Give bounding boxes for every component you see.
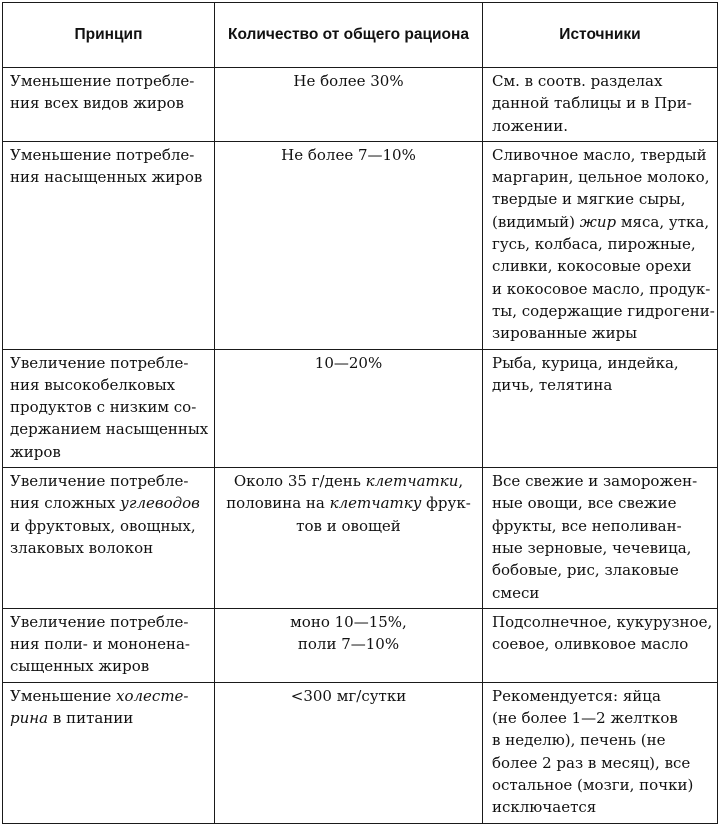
cell-line <box>10 92 206 114</box>
text-run: Увеличение потребле- <box>10 612 189 631</box>
cell-line <box>492 796 711 818</box>
cell-line <box>10 515 206 537</box>
header-principle: Принцип <box>3 3 215 68</box>
text-run: (не более 1—2 желтков <box>492 709 678 728</box>
text-run: ные зерновые, чечевица, <box>492 538 692 557</box>
cell-line <box>492 255 711 277</box>
cell-line <box>492 92 711 114</box>
cell-line <box>492 188 711 210</box>
header-amount: Количество от общего рациона <box>215 3 483 68</box>
cell-amount <box>215 349 483 467</box>
text-run: данной таблицы и в При- <box>492 94 692 113</box>
text-run: 10—20% <box>314 353 383 372</box>
text-run: и кокосовое масло, продук- <box>492 279 711 298</box>
text-run: Рекомендуется: яйца <box>492 686 661 705</box>
cell-principle <box>3 468 215 609</box>
cell-line <box>10 352 206 374</box>
text-run: зированные жиры <box>492 324 638 343</box>
text-run: Рыба, курица, индейка, <box>492 353 679 372</box>
text-run: соевое, оливковое масло <box>492 635 689 654</box>
table-row <box>3 682 718 823</box>
cell-line <box>492 492 711 514</box>
cell-sources <box>483 141 718 349</box>
text-run: ты, содержащие гидрогени- <box>492 301 715 320</box>
text-run: половина на <box>226 494 330 513</box>
text-run: исключается <box>492 798 597 817</box>
cell-line <box>492 233 711 255</box>
cell-line <box>492 707 711 729</box>
text-run: сливки, кокосовые орехи <box>492 257 692 276</box>
cell-line <box>225 70 472 92</box>
text-run: в питании <box>48 709 134 728</box>
cell-sources <box>483 68 718 142</box>
text-run: Не более 30% <box>293 72 404 90</box>
header-sources: Источники <box>483 3 718 68</box>
cell-amount <box>215 68 483 142</box>
cell-line <box>10 418 209 440</box>
cell-principle <box>3 141 215 349</box>
cell-principle <box>3 349 215 467</box>
cell-line <box>492 374 711 396</box>
text-run: ния поли- и мононена- <box>10 635 190 654</box>
cell-principle <box>3 608 215 682</box>
cell-line <box>10 655 206 677</box>
italic-term: клетчатки <box>365 472 459 491</box>
text-run: поли 7—10% <box>297 635 400 654</box>
cell-line <box>10 396 206 418</box>
text-run: , <box>458 472 464 491</box>
text-run: Все свежие и заморожен- <box>492 472 698 491</box>
text-run: ния всех видов жиров <box>10 94 184 113</box>
cell-line <box>10 492 206 514</box>
text-run: См. в соотв. разделах <box>492 72 663 90</box>
text-run: Подсолнечное, кукурузное, <box>492 612 713 631</box>
text-run: Около 35 г/день <box>233 472 366 491</box>
cell-line <box>10 707 206 729</box>
text-run: ния насыщенных жиров <box>10 168 203 187</box>
cell-line <box>10 144 206 166</box>
cell-line <box>10 685 206 707</box>
text-run: держанием насыщенных <box>10 420 209 439</box>
text-run: и фруктовых, овощных, <box>10 516 196 535</box>
cell-line <box>492 685 711 707</box>
nutrition-principles-table <box>2 2 718 824</box>
text-run: ния высокобелковых <box>10 375 176 394</box>
table-row <box>3 468 718 609</box>
cell-sources <box>483 349 718 467</box>
text-run: тов и овощей <box>296 516 401 535</box>
text-run: фрук- <box>421 494 471 513</box>
cell-sources <box>483 468 718 609</box>
text-run: в неделю), печень (не <box>492 731 666 750</box>
table-row <box>3 141 718 349</box>
cell-line <box>492 582 711 604</box>
cell-line <box>492 278 711 300</box>
cell-line <box>225 352 472 374</box>
cell-line <box>10 611 206 633</box>
cell-line <box>225 492 472 514</box>
cell-line <box>10 537 206 559</box>
cell-line <box>492 144 711 166</box>
text-run: Уменьшение потребле- <box>10 72 195 90</box>
italic-term: клетчатку <box>329 494 422 513</box>
cell-line <box>492 537 711 559</box>
cell-amount <box>215 468 483 609</box>
italic-term: углеводов <box>120 494 200 513</box>
text-run: ложении. <box>492 116 568 135</box>
cell-line <box>492 470 711 492</box>
cell-line <box>10 374 206 396</box>
text-run: (видимый) <box>492 212 580 231</box>
cell-amount <box>215 141 483 349</box>
cell-line <box>225 633 472 655</box>
cell-line <box>225 611 472 633</box>
cell-line <box>492 633 711 655</box>
text-run: Увеличение потребле- <box>10 472 189 491</box>
text-run: остальное (мозги, почки) <box>492 775 694 794</box>
text-run: жиров <box>10 442 61 461</box>
cell-line <box>492 352 711 374</box>
cell-line <box>225 470 472 492</box>
text-run: Уменьшение <box>10 686 117 705</box>
text-run: Увеличение потребле- <box>10 353 189 372</box>
cell-line <box>10 70 206 92</box>
cell-amount <box>215 608 483 682</box>
text-run: твердые и мягкие сыры, <box>492 190 686 209</box>
cell-line <box>225 144 472 166</box>
text-run: моно 10—15%, <box>290 612 407 631</box>
cell-line <box>492 729 711 751</box>
italic-term: холестe- <box>116 686 189 705</box>
cell-line <box>492 752 711 774</box>
cell-line <box>492 611 711 633</box>
cell-line <box>492 211 711 233</box>
text-run: мяса, утка, <box>616 212 710 231</box>
text-run: маргарин, цельное молоко, <box>492 168 710 187</box>
table-row <box>3 608 718 682</box>
cell-line <box>10 441 206 463</box>
cell-sources <box>483 608 718 682</box>
text-run: Сливочное масло, твердый <box>492 145 707 164</box>
text-run: Не более 7—10% <box>281 145 416 164</box>
cell-amount <box>215 682 483 823</box>
cell-sources <box>483 682 718 823</box>
text-run: дичь, телятина <box>492 375 613 394</box>
text-run: гусь, колбаса, пирожные, <box>492 235 696 254</box>
cell-line <box>225 685 472 707</box>
cell-principle <box>3 682 215 823</box>
cell-line <box>10 633 206 655</box>
cell-line <box>225 515 472 537</box>
cell-line <box>10 470 206 492</box>
text-run: смеси <box>492 583 540 602</box>
cell-line <box>492 70 711 92</box>
table-header-row <box>3 3 718 68</box>
cell-line <box>492 559 711 581</box>
text-run: <300 мг/сутки <box>290 686 407 705</box>
text-run: Уменьшение потребле- <box>10 145 195 164</box>
text-run: ные овощи, все свежие <box>492 494 677 513</box>
cell-line <box>492 774 711 796</box>
cell-line <box>492 166 711 188</box>
text-run: более 2 раз в месяц), все <box>492 753 691 772</box>
table-row <box>3 68 718 142</box>
cell-line <box>492 300 715 322</box>
text-run: злаковых волокон <box>10 538 154 557</box>
text-run: продуктов с низким со- <box>10 398 197 417</box>
text-run: фрукты, все неполиван- <box>492 516 682 535</box>
cell-principle <box>3 68 215 142</box>
italic-term: рина <box>10 709 49 728</box>
italic-term: жир <box>579 212 617 231</box>
cell-line <box>492 115 711 137</box>
cell-line <box>492 515 711 537</box>
cell-line <box>10 166 206 188</box>
table-row <box>3 349 718 467</box>
cell-line <box>492 322 711 344</box>
text-run: ния сложных <box>10 494 121 513</box>
text-run: сыщенных жиров <box>10 657 150 676</box>
text-run: бобовые, рис, злаковые <box>492 561 679 580</box>
